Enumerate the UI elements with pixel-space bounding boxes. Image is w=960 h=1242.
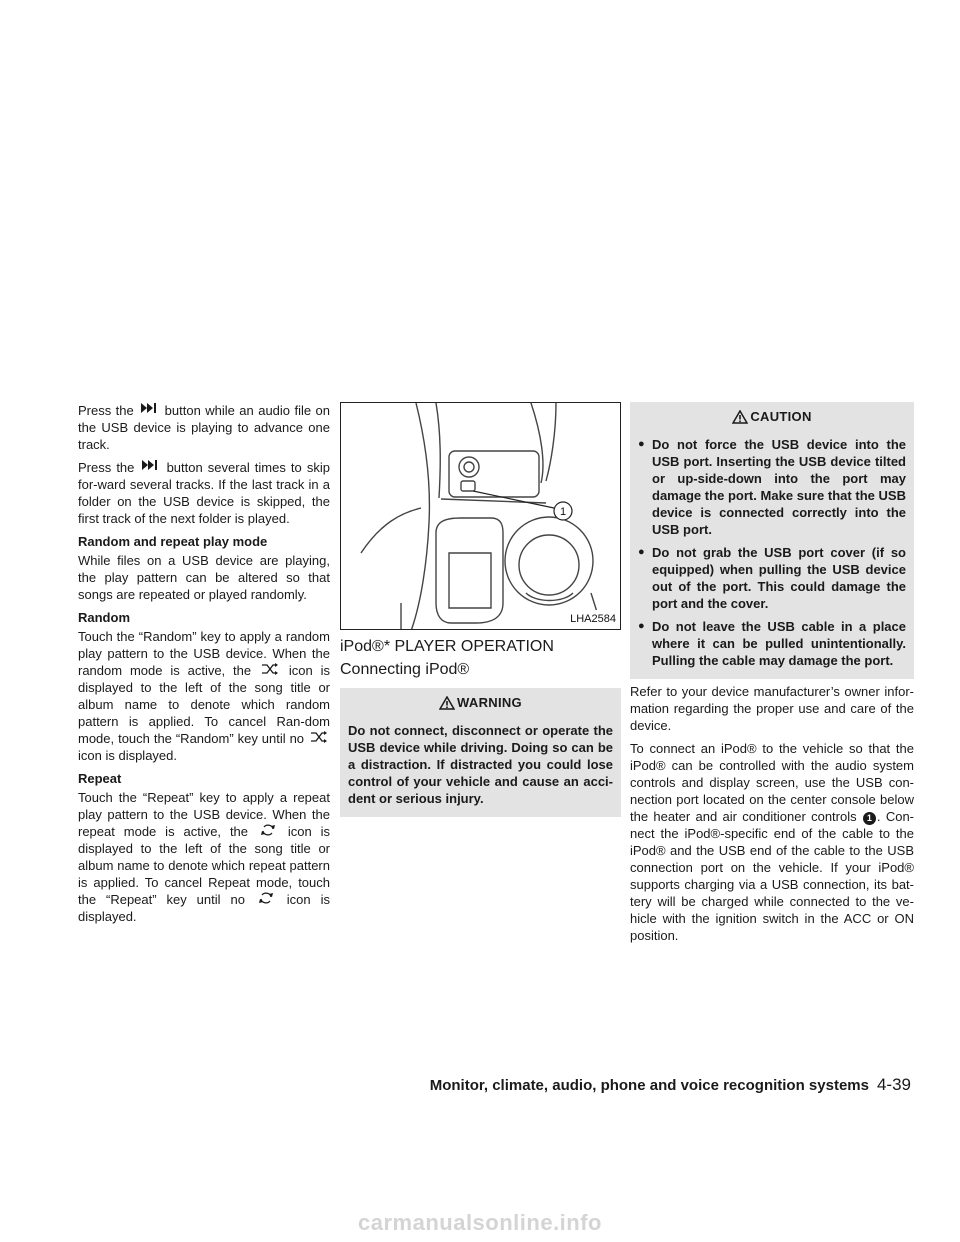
repeat-icon: [257, 824, 279, 837]
warning-text: Do not connect, disconnect or operate the USB device while driving. Doing so can be a distraction. If distracted you could lose control of your vehicle and cause an acci-dent or serious injury.: [348, 723, 613, 806]
repeat-icon: [255, 892, 277, 905]
caution-list: [638, 436, 906, 669]
random-icon: [259, 663, 281, 676]
heading-random-repeat: Random and repeat play mode: [78, 534, 268, 549]
caution-box: [630, 402, 914, 679]
caution-item: ● Do not grab the USB port cover (if so equipped) when pulling the USB device out of the port. This could damage the port and the cover.: [638, 544, 906, 612]
column-1: [78, 402, 330, 931]
usb-port-figure: [340, 402, 621, 630]
page-footer: [430, 1075, 911, 1095]
random-icon: [308, 731, 330, 744]
callout-1-badge: 1: [863, 812, 876, 825]
column-3: [630, 402, 914, 950]
warning-triangle-icon: [732, 410, 748, 428]
paragraph-manufacturer-info: Refer to your device manufacturer’s owner infor-mation regarding the proper use and care of the device.: [630, 684, 914, 733]
caution-title: CAUTION: [638, 402, 906, 436]
figure-label: LHA2584: [566, 610, 620, 629]
caution-item: ● Do not leave the USB cable in a place where it can be pulled unintentionally. Pulling the cable may damage the port.: [638, 618, 906, 669]
footer-section-title: Monitor, climate, audio, phone and voice recognition systems: [429, 1077, 869, 1094]
figure-callout-1: 1: [559, 506, 567, 518]
watermark: carmanualsonline.info: [358, 1210, 602, 1235]
warning-triangle-icon: [439, 696, 455, 714]
paragraph-play-pattern: While files on a USB device are playing, the play pattern can be altered so that songs are repeated or played randomly.: [78, 553, 330, 602]
paragraph-random: Touch the “Random” key to apply a random play pattern to the USB device. When the random mode is active, the icon is displayed to the left of the song title or album name to denote which random pattern is applied. To cancel Ran-dom mode, touch the “Random” key until no icon is displayed.: [78, 629, 330, 763]
skip-forward-icon: [139, 460, 161, 473]
center-console-illustration: [341, 403, 621, 630]
paragraph-repeat: Touch the “Repeat” key to apply a repeat play pattern to the USB device. When the repeat mode is active, the icon is displayed to the left of the song title or album name to denote which repeat pattern is applied. To cancel Repeat mode, touch the “Repeat” key until no icon is displayed.: [78, 790, 330, 924]
heading-repeat: Repeat: [78, 771, 122, 786]
paragraph-skip-tracks: Press the button several times to skip for-ward several tracks. If the last track in a folder on the USB device is skipped, the first track of the next folder is played.: [78, 460, 330, 526]
caution-item: ● Do not force the USB device into the USB port. Inserting the USB device tilted or up-side-down into the port may damage the port. Make sure that the USB device is connected correctly into the USB port.: [638, 436, 906, 538]
warning-title: WARNING: [348, 688, 613, 722]
page-number: 4-39: [876, 1075, 911, 1094]
heading-random: Random: [78, 610, 130, 625]
warning-box: [340, 688, 621, 817]
column-2: [340, 402, 621, 817]
section-heading-ipod: iPod®* PLAYER OPERATION: [340, 638, 554, 655]
skip-forward-icon: [138, 403, 160, 416]
paragraph-next-track: Press the button while an audio file on the USB device is playing to advance one track.: [78, 403, 330, 452]
subsection-heading-connecting: Connecting iPod®: [340, 661, 470, 678]
paragraph-connect-ipod: To connect an iPod® to the vehicle so that the iPod® can be controlled with the audio system controls and display screen, use the USB con-nection port located on the center console below the heater and air conditioner controls 1 . Con-nect the iPod®-specific end of the cable to the iPod® and the USB end of the cable to the USB connection port on the vehicle. If your iPod® supports charging via a USB connection, its bat-tery will be charged while connected to the ve-hicle with the ignition switch in the ACC or ON position.: [630, 741, 914, 943]
